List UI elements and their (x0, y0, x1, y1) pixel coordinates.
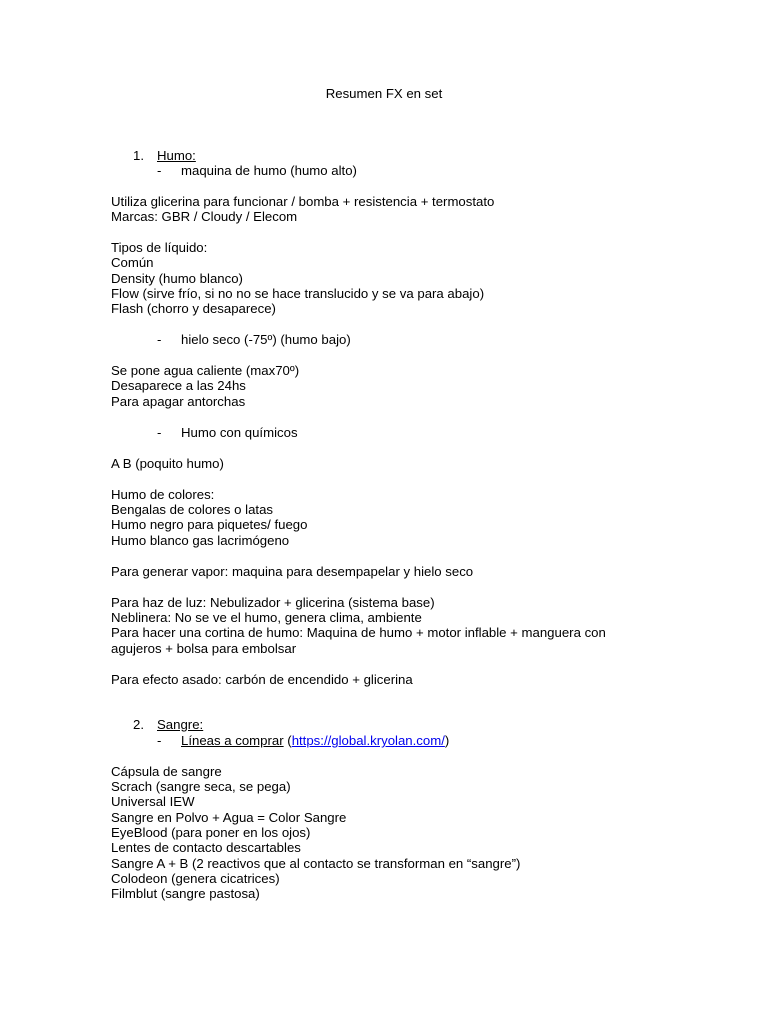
paren-close: ) (444, 733, 450, 748)
text-line: Para generar vapor: maquina para desempapelar y hielo seco (111, 564, 474, 579)
text-line: A B (poquito humo) (111, 456, 224, 471)
text-line: agujeros + bolsa para embolsar (111, 641, 297, 656)
sub-item-hielo-seco: hielo seco (-75º) (humo bajo) (181, 332, 351, 347)
bullet-dash: - (157, 163, 162, 178)
text-line: Bengalas de colores o latas (111, 502, 274, 517)
text-line: Desaparece a las 24hs (111, 378, 246, 393)
text-line: Filmblut (sangre pastosa) (111, 886, 260, 901)
text-line: Lentes de contacto descartables (111, 840, 301, 855)
text-line: Común (111, 255, 154, 270)
text-line: Para efecto asado: carbón de encendido + glicerina (111, 672, 413, 687)
sub-item-maquina-de-humo: maquina de humo (humo alto) (181, 163, 357, 178)
text-line: Para hacer una cortina de humo: Maquina de humo + motor inflable + manguera con (111, 625, 606, 640)
sub-item-lineas-a-comprar (181, 733, 449, 749)
text-line: Humo blanco gas lacrimógeno (111, 533, 290, 548)
text-line: Marcas: GBR / Cloudy / Elecom (111, 209, 298, 224)
list-number: 2. (133, 717, 144, 732)
text-line: Humo de colores: (111, 487, 215, 502)
text-line: Utiliza glicerina para funcionar / bomba + resistencia + termostato (111, 194, 495, 209)
kryolan-link[interactable]: https://global.kryolan.com/ (291, 733, 445, 748)
text-line: Density (humo blanco) (111, 271, 243, 286)
sub-item-label: Líneas a comprar (181, 733, 284, 748)
document-title: Resumen FX en set (325, 86, 443, 101)
text-line: Cápsula de sangre (111, 764, 222, 779)
list-number: 1. (133, 148, 144, 163)
paren-open: ( (283, 733, 292, 748)
text-line: Para apagar antorchas (111, 394, 246, 409)
text-line: Sangre en Polvo + Agua = Color Sangre (111, 810, 347, 825)
text-line: Neblinera: No se ve el humo, genera clima, ambiente (111, 610, 422, 625)
text-line: Humo negro para piquetes/ fuego (111, 517, 308, 532)
text-line: Universal IEW (111, 794, 195, 809)
text-line: EyeBlood (para poner en los ojos) (111, 825, 311, 840)
text-line: Se pone agua caliente (max70º) (111, 363, 300, 378)
bullet-dash: - (157, 733, 162, 748)
bullet-dash: - (157, 425, 162, 440)
text-line: Tipos de líquido: (111, 240, 208, 255)
text-line: Sangre A + B (2 reactivos que al contacto se transforman en “sangre”) (111, 856, 521, 871)
sub-item-humo-con-quimicos: Humo con químicos (181, 425, 298, 440)
section-heading-sangre: Sangre: (157, 717, 204, 732)
bullet-dash: - (157, 332, 162, 347)
section-heading-humo: Humo: (157, 148, 196, 163)
text-line: Para haz de luz: Nebulizador + glicerina (sistema base) (111, 595, 435, 610)
text-line: Flash (chorro y desaparece) (111, 301, 276, 316)
text-line: Colodeon (genera cicatrices) (111, 871, 280, 886)
text-line: Flow (sirve frío, si no no se hace translucido y se va para abajo) (111, 286, 485, 301)
text-line: Scrach (sangre seca, se pega) (111, 779, 291, 794)
